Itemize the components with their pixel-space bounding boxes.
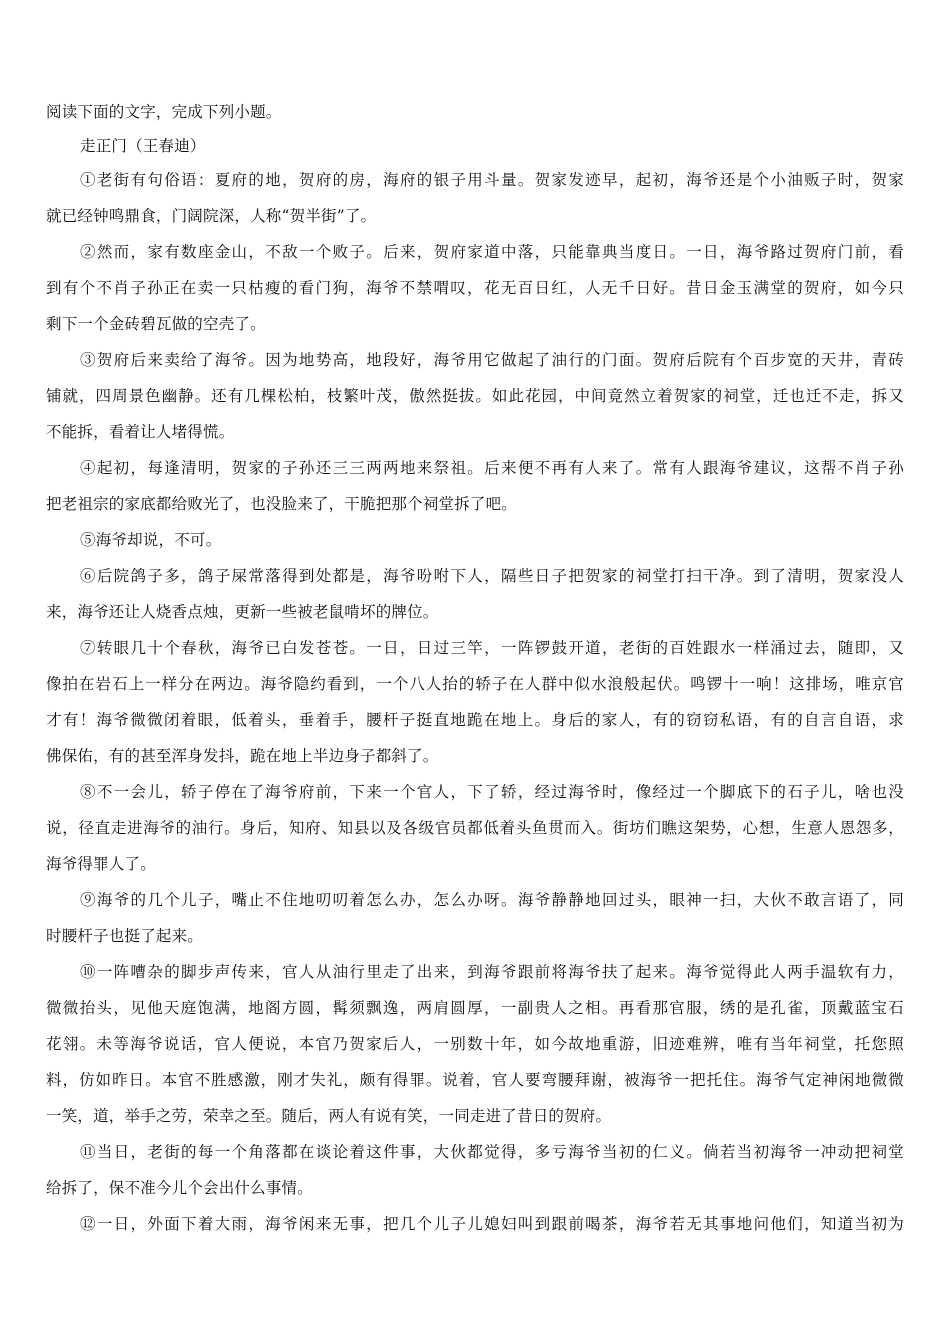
paragraph-2-line-1: ②然而，家有数座金山，不敌一个败子。后来，贺府家道中落，只能靠典当度日。一日，海爷路过贺府门前，看 xyxy=(80,243,904,261)
paragraph-7-line-4: 佛保佑，有的甚至浑身发抖，跪在地上半边身子都斜了。 xyxy=(46,747,439,765)
paragraph-4-line-1: ④起初，每逢清明，贺家的子孙还三三两两地来祭祖。后来便不再有人来了。常有人跟海爷建议，这帮不肖子孙 xyxy=(80,459,904,477)
paragraph-6-line-2: 来，海爷还让人烧香点烛，更新一些被老鼠啃坏的牌位。 xyxy=(46,603,439,621)
paragraph-1-line-2: 就已经钟鸣鼎食，门阔院深，人称“贺半街”了。 xyxy=(46,207,377,225)
paragraph-3-line-1: ③贺府后来卖给了海爷。因为地势高，地段好，海爷用它做起了油行的门面。贺府后院有个百步宽的天井，青砖 xyxy=(80,351,904,369)
paragraph-2-line-2: 到有个不肖子孙正在卖一只枯瘦的看门狗，海爷不禁喟叹，花无百日红，人无千日好。昔日金玉满堂的贺府，如今只 xyxy=(46,279,904,297)
paragraph-10-line-3: 花翎。未等海爷说话，官人便说，本官乃贺家后人，一别数十年，如今故地重游，旧迹难辨，唯有当年祠堂，托您照 xyxy=(46,1035,904,1053)
paragraph-9-line-1: ⑨海爷的几个儿子，嘴止不住地叨叨着怎么办，怎么办呀。海爷静静地回过头，眼神一扫，大伙不敢言语了，同 xyxy=(80,891,904,909)
paragraph-8-line-2: 说，径直走进海爷的油行。身后，知府、知县以及各级官员都低着头鱼贯而入。街坊们瞧这架势，心想，生意人恩怨多， xyxy=(46,819,904,837)
paragraph-10-line-4: 料，仿如昨日。本官不胜感激，刚才失礼，颇有得罪。说着，官人要弯腰拜谢，被海爷一把托住。海爷气定神闲地微微 xyxy=(46,1071,904,1089)
paragraph-4-line-2: 把老祖宗的家底都给败光了，也没脸来了，干脆把那个祠堂拆了吧。 xyxy=(46,495,518,513)
paragraph-3-line-3: 不能拆，看着让人堵得慌。 xyxy=(46,423,235,441)
paragraph-12-line-1: ⑫一日，外面下着大雨，海爷闲来无事，把几个儿子儿媳妇叫到跟前喝茶，海爷若无其事地问他们，知道当初为 xyxy=(80,1215,904,1233)
paragraph-2-line-3: 剩下一个金砖碧瓦做的空壳了。 xyxy=(46,315,266,333)
paragraph-5-line-1: ⑤海爷却说，不可。 xyxy=(80,531,222,549)
paragraph-10-line-5: 一笑，道，举手之劳，荣幸之至。随后，两人有说有笑，一同走进了昔日的贺府。 xyxy=(46,1107,612,1125)
paragraph-6-line-1: ⑥后院鸽子多，鸽子屎常落得到处都是，海爷吩咐下人，隔些日子把贺家的祠堂打扫干净。到了清明，贺家没人 xyxy=(80,567,904,585)
paragraph-7-line-1: ⑦转眼几十个春秋，海爷已白发苍苍。一日，日过三竿，一阵锣鼓开道，老街的百姓跟水一样涌过去，随即，又 xyxy=(80,639,904,657)
paragraph-8-line-1: ⑧不一会儿，轿子停在了海爷府前，下来一个官人，下了轿，经过海爷时，像经过一个脚底下的石子儿，啥也没 xyxy=(80,783,904,801)
paragraph-7-line-3: 才有！海爷微微闭着眼，低着头，垂着手，腰杆子挺直地跪在地上。身后的家人，有的窃窃私语，有的自言自语，求 xyxy=(46,711,904,729)
paragraph-11-line-1: ⑪当日，老街的每一个角落都在谈论着这件事，大伙都觉得，多亏海爷当初的仁义。倘若当初海爷一冲动把祠堂 xyxy=(80,1143,904,1161)
paragraph-9-line-2: 时腰杆子也挺了起来。 xyxy=(46,927,204,945)
paragraph-3-line-2: 铺就，四周景色幽静。还有几棵松柏，枝繁叶茂，傲然挺拔。如此花园，中间竟然立着贺家的祠堂，迁也迁不走，拆又 xyxy=(46,387,904,405)
story-title: 走正门（王春迪） xyxy=(80,137,206,155)
paragraph-8-line-3: 海爷得罪人了。 xyxy=(46,855,156,873)
paragraph-10-line-1: ⑩一阵嘈杂的脚步声传来，官人从油行里走了出来，到海爷跟前将海爷扶了起来。海爷觉得此人两手温软有力， xyxy=(80,963,904,981)
paragraph-1-line-1: ①老街有句俗语：夏府的地，贺府的房，海府的银子用斗量。贺家发迹早，起初，海爷还是个小油贩子时，贺家 xyxy=(80,171,904,189)
intro-instruction: 阅读下面的文字，完成下列小题。 xyxy=(46,103,282,121)
paragraph-11-line-2: 给拆了，保不准今儿个会出什么事情。 xyxy=(46,1179,313,1197)
paragraph-7-line-2: 像拍在岩石上一样分在两边。海爷隐约看到，一个八人抬的轿子在人群中似水浪般起伏。鸣锣十一响！这排场，唯京官 xyxy=(46,675,904,693)
paragraph-10-line-2: 微微抬头，见他天庭饱满，地阁方圆，髯须飘逸，两肩圆厚，一副贵人之相。再看那官服，绣的是孔雀，顶戴蓝宝石 xyxy=(46,999,904,1017)
